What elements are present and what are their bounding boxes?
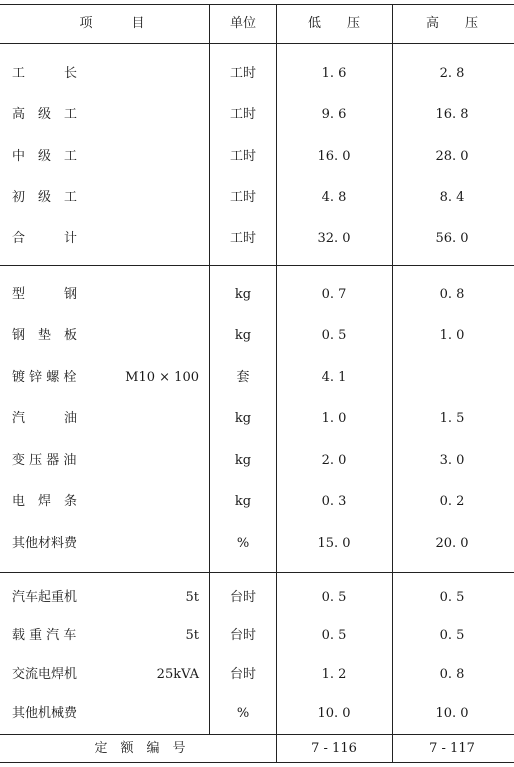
column-divider-unit <box>209 4 210 734</box>
header-low: 低 压 <box>307 16 361 31</box>
row-high: 0. 2 <box>439 494 465 509</box>
row-high: 0. 5 <box>439 628 465 643</box>
row-unit: 台时 <box>229 667 257 682</box>
table-top-border <box>0 4 514 5</box>
header-high: 高 压 <box>425 16 479 31</box>
row-name: 交流电焊机 <box>12 667 78 682</box>
section-divider-labor <box>0 265 514 266</box>
row-low: 4. 8 <box>321 190 347 205</box>
row-unit: 工时 <box>229 190 257 205</box>
row-unit: kg <box>234 411 252 426</box>
row-low: 9. 6 <box>321 107 347 122</box>
row-low: 1. 0 <box>321 411 347 426</box>
row-name: 变 压 器 油 <box>12 453 77 468</box>
row-name: 合 计 <box>12 231 78 246</box>
row-name: 型 钢 <box>12 287 78 302</box>
row-unit: 台时 <box>229 628 257 643</box>
row-name: 汽 油 <box>12 411 78 426</box>
row-high: 16. 8 <box>435 107 469 122</box>
column-divider-low <box>276 4 277 762</box>
header-bottom-border <box>0 43 514 44</box>
column-divider-high <box>392 4 393 762</box>
row-unit: kg <box>234 494 252 509</box>
row-high: 28. 0 <box>435 149 469 164</box>
row-high: 1. 0 <box>439 328 465 343</box>
row-high: 8. 4 <box>439 190 465 205</box>
row-name: 其他机械费 <box>12 706 78 721</box>
row-name: 载 重 汽 车 <box>12 628 77 643</box>
row-name: 初 级 工 <box>12 190 78 205</box>
row-low: 16. 0 <box>317 149 351 164</box>
table-bottom-border <box>0 762 514 763</box>
row-unit: % <box>236 706 250 721</box>
row-high: 0. 8 <box>439 287 465 302</box>
row-low: 0. 5 <box>321 628 347 643</box>
row-high: 2. 8 <box>439 66 465 81</box>
row-high: 56. 0 <box>435 231 469 246</box>
row-low: 0. 5 <box>321 590 347 605</box>
row-unit: kg <box>234 328 252 343</box>
section-divider-material <box>0 572 514 573</box>
row-high: 3. 0 <box>439 453 465 468</box>
row-low: 10. 0 <box>317 706 351 721</box>
row-unit: kg <box>234 287 252 302</box>
row-spec: M10 × 100 <box>125 370 199 385</box>
row-high: 0. 5 <box>439 590 465 605</box>
row-name: 镀 锌 螺 栓 <box>12 370 77 385</box>
row-low: 1. 6 <box>321 66 347 81</box>
row-name: 钢 垫 板 <box>12 328 78 343</box>
row-spec: 5t <box>185 628 199 643</box>
header-unit: 单位 <box>229 16 257 31</box>
row-unit: 工时 <box>229 66 257 81</box>
quota-number-label: 定 额 编 号 <box>94 741 186 756</box>
row-spec: 25kVA <box>156 667 199 682</box>
row-unit: 工时 <box>229 107 257 122</box>
row-name: 中 级 工 <box>12 149 78 164</box>
row-unit: 工时 <box>229 149 257 164</box>
row-unit: kg <box>234 453 252 468</box>
row-low: 0. 3 <box>321 494 347 509</box>
row-name: 电 焊 条 <box>12 494 78 509</box>
row-spec: 5t <box>185 590 199 605</box>
row-name: 高 级 工 <box>12 107 78 122</box>
row-low: 1. 2 <box>321 667 347 682</box>
row-unit: 工时 <box>229 231 257 246</box>
footer-top-border <box>0 734 514 735</box>
row-low: 2. 0 <box>321 453 347 468</box>
row-name: 工 长 <box>12 66 78 81</box>
quota-number-high: 7 - 117 <box>429 741 475 756</box>
row-low: 32. 0 <box>317 231 351 246</box>
row-high: 1. 5 <box>439 411 465 426</box>
header-item: 项 目 <box>79 16 145 31</box>
row-name: 汽车起重机 <box>12 590 78 605</box>
row-low: 4. 1 <box>321 370 347 385</box>
row-name: 其他材料费 <box>12 536 78 551</box>
row-high: 10. 0 <box>435 706 469 721</box>
quota-number-low: 7 - 116 <box>311 741 357 756</box>
row-unit: % <box>236 536 250 551</box>
row-high: 20. 0 <box>435 536 469 551</box>
row-unit: 套 <box>236 370 250 385</box>
row-high: 0. 8 <box>439 667 465 682</box>
row-low: 0. 5 <box>321 328 347 343</box>
row-low: 15. 0 <box>317 536 351 551</box>
row-low: 0. 7 <box>321 287 347 302</box>
row-unit: 台时 <box>229 590 257 605</box>
